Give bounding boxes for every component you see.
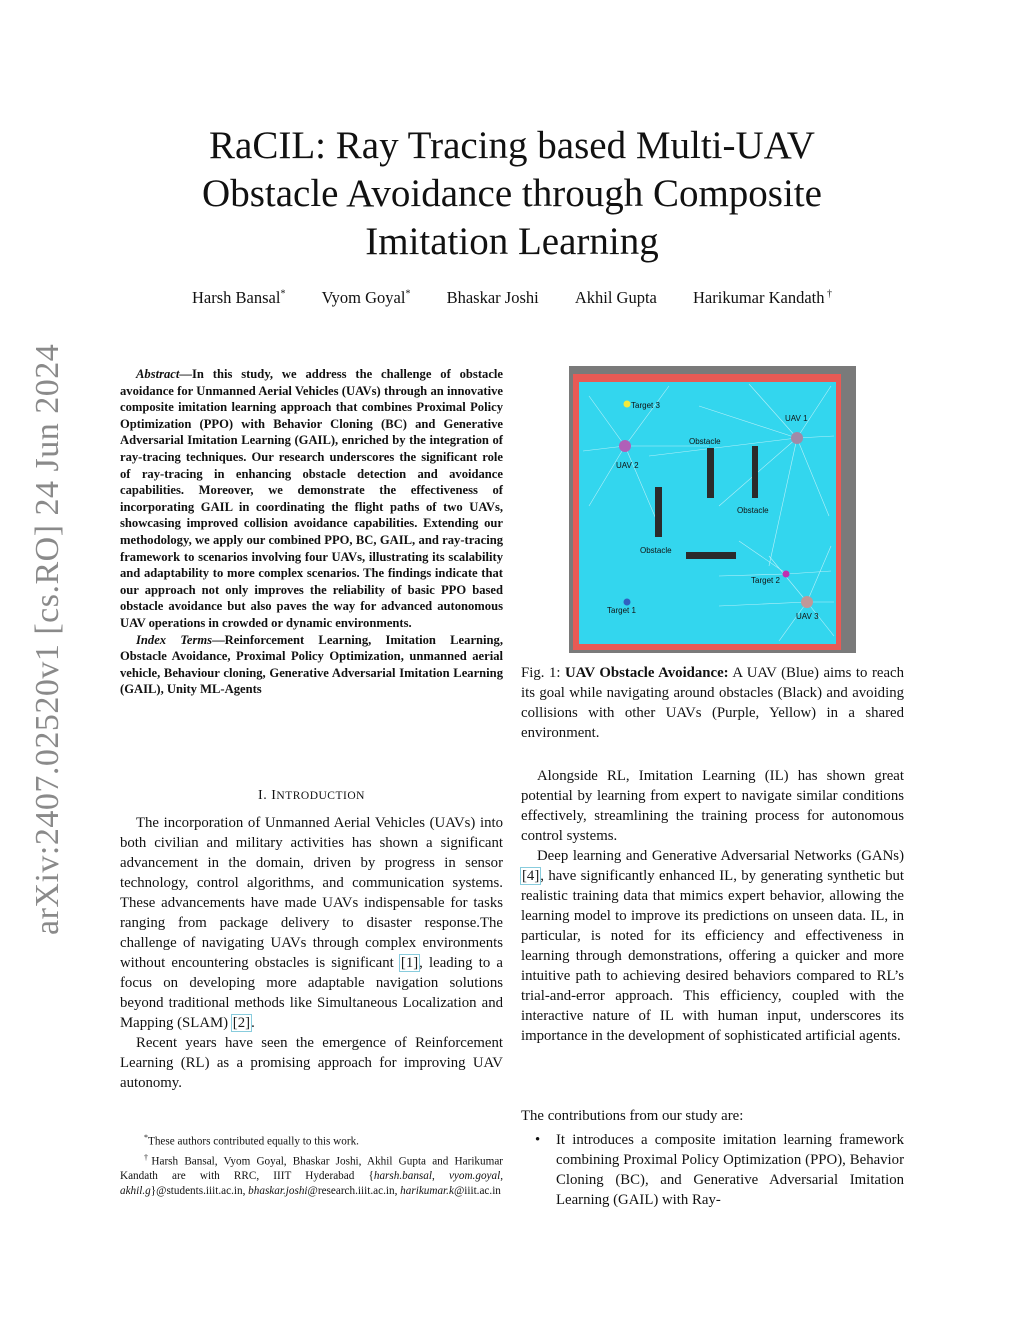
arxiv-identifier[interactable]: arXiv:2407.02520v1 [cs.RO] 24 Jun 2024 (29, 343, 66, 935)
obstacle-block (686, 552, 736, 559)
figure-label-uav-2: UAV 2 (616, 461, 639, 470)
figure-label-uav-3: UAV 3 (796, 612, 819, 621)
author: Akhil Gupta (574, 288, 657, 307)
author: Harsh Bansal* (192, 288, 286, 307)
obstacle-block (752, 446, 758, 498)
figure-label-target-2: Target 2 (751, 576, 780, 585)
paragraph: Deep learning and Generative Adversarial Networks (GANs) [4], have significantly enhanced IL, by generating synthetic but realistic training data that mimics expert behavior, allowing the learning model to improve its predictions on unseen data. IL, in particular, is noted for its efficiency and effectiveness in learning through demonstrations, offering a quicker and more intuitive path to achieving desired behaviors compared to RL’s trial-and-error approach. This efficiency, coupled with the interactive nature of IL with human input, underscores its importance in the development of sophisticated artificial agents. (521, 848, 904, 1044)
figure-label-obstacle-bottom: Obstacle (640, 546, 672, 555)
paragraph: Recent years have seen the emergence of Reinforcement Learning (RL) as a promising approach for improving UAV autonomy. (120, 1035, 503, 1091)
title-line: Obstacle Avoidance through Composite (202, 172, 822, 215)
right-column-body (521, 766, 904, 1046)
index-terms: Index Terms—Reinforcement Learning, Imitation Learning, Obstacle Avoidance, Proximal Policy Optimization, unmanned aerial vehicle, Behaviour cloning, Generative Adversarial Imitation Learning (GAIL), Unity ML-Agents (120, 632, 503, 697)
uav-1-marker (791, 432, 803, 444)
footnote: *These authors contributed equally to this work. (144, 1133, 359, 1148)
contributions-intro: The contributions from our study are: (521, 1108, 744, 1124)
target-2-marker (783, 571, 790, 578)
obstacle-block (707, 448, 714, 498)
author: Vyom Goyal* (321, 288, 411, 307)
paper-title (140, 122, 884, 266)
paragraph: Alongside RL, Imitation Learning (IL) has shown great potential by learning from expert to navigate similar conditions effectively, streamlining the training process for autonomous control systems. (521, 768, 904, 844)
figure-label-target-1: Target 1 (607, 606, 636, 615)
obstacle-block (655, 487, 662, 537)
paragraph: The incorporation of Unmanned Aerial Vehicles (UAVs) into both civilian and military activities has shown a significant advancement in the domain, driven by progress in sensor technology, control algorithms, and communication systems. These advancements have made UAVs indispensable for tasks ranging from package delivery to disaster response.The challenge of navigating UAVs through complex environments without encountering obstacles is significant [1], leading to a focus on developing more adaptable navigation solutions beyond traditional methods like Simultaneous Localization and Mapping (SLAM) [2]. (120, 815, 503, 1031)
citation-link[interactable]: [2] (232, 1015, 251, 1031)
section-heading-introduction: I. INTRODUCTION (258, 788, 365, 803)
footnotes (120, 1130, 503, 1199)
abstract (120, 366, 503, 698)
list-item-text: It introduces a composite imitation learning framework combining Proximal Policy Optimization (PPO), Behavior Cloning (BC), and Generative Adversarial Imitation Learning (GAIL) with Ray- (556, 1132, 904, 1208)
uav-environment-figure (569, 366, 856, 653)
figure-caption: Fig. 1: UAV Obstacle Avoidance: A UAV (Blue) aims to reach its goal while navigating around obstacles (Black) and avoiding collisions with other UAVs (Purple, Yellow) in a shared environment. (521, 665, 904, 741)
target-1-marker (624, 599, 631, 606)
title-line: Imitation Learning (365, 220, 659, 263)
title-line: RaCIL: Ray Tracing based Multi-UAV (209, 124, 815, 167)
author-list (120, 288, 904, 308)
citation-link[interactable]: [4] (522, 868, 540, 884)
figure-label-obstacle-top: Obstacle (689, 437, 721, 446)
target-3-marker (624, 401, 631, 408)
footnote: †Harsh Bansal, Vyom Goyal, Bhaskar Joshi, Akhil Gupta and Harikumar Kandath are with RRC, IIIT Hyderabad {harsh.bansal, vyom.goyal, akhil.g}@students.iiit.ac.in, bhaskar.joshi@research.iiit.ac.in, harikumar.k@iiit.ac.in (120, 1152, 504, 1198)
author: Bhaskar Joshi (446, 288, 539, 307)
figure-label-uav-1: UAV 1 (785, 414, 808, 423)
list-item (521, 1130, 904, 1210)
introduction-body (120, 813, 503, 1093)
uav-2-marker (619, 440, 631, 452)
figure-label-obstacle-right: Obstacle (737, 506, 769, 515)
citation-link[interactable]: [1] (400, 955, 419, 971)
abstract-paragraph: Abstract—In this study, we address the challenge of obstacle avoidance for Unmanned Aerial Vehicles (UAVs) through an innovative composite imitation learning approach that combines Proximal Policy Optimization (PPO) with Behavior Cloning (BC) and Generative Adversarial Imitation Learning (GAIL), enriched by the integration of ray-tracing techniques. Our research underscores the significant role of ray-tracing in enhancing obstacle detection and avoidance capabilities. Moreover, we demonstrate the effectiveness of incorporating GAIL in coordinating the flight paths of two UAVs, showcasing improved collision avoidance capabilities. Extending our methodology, we apply our combined PPO, BC, GAIL, and ray-tracing framework to scenarios involving four UAVs, illustrating its scalability and adaptability to more complex scenarios. The findings indicate that our approach not only improves the reliability of basic PPO based obstacle avoidance but also paves the way for advanced autonomous UAV operations in crowded or dynamic environments. (120, 367, 503, 630)
author: Harikumar Kandath † (693, 288, 832, 307)
figure-label-target-3: Target 3 (631, 401, 660, 410)
uav-3-marker (801, 596, 813, 608)
bullet-icon: • (535, 1132, 541, 1148)
